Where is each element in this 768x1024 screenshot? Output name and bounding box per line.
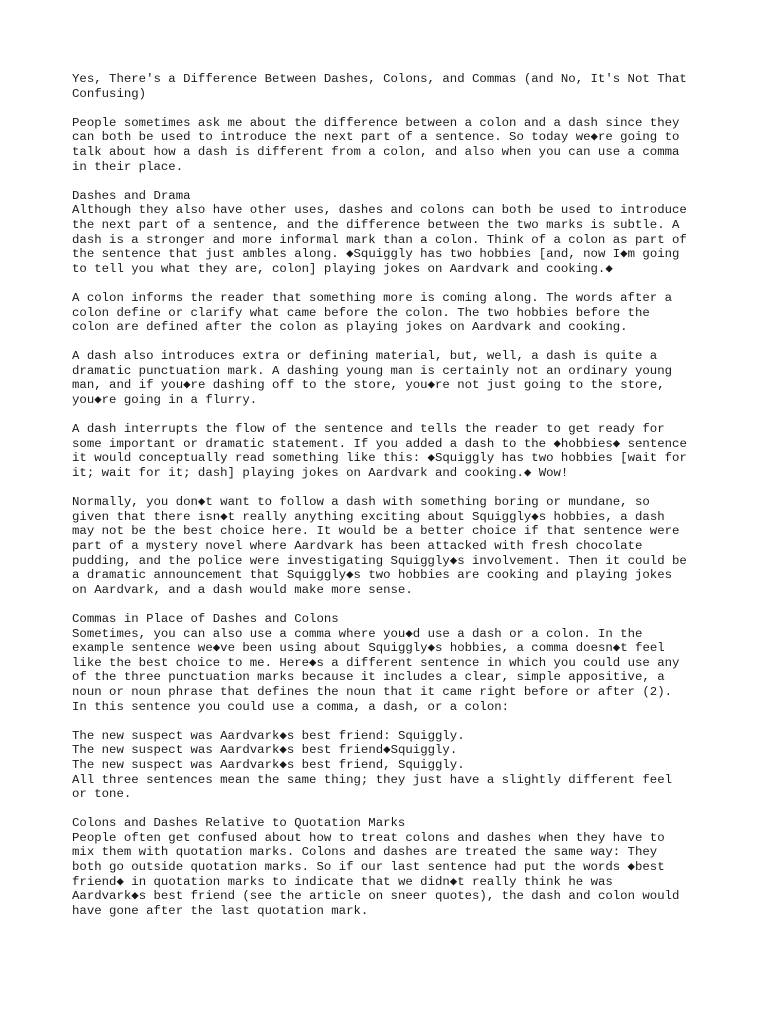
title-line: Confusing) [72,86,147,101]
section-block [72,612,712,714]
text-line: have gone after the last quotation mark. [72,903,369,918]
text-line: man, and if you◆re dashing off to the store, you◆re not just going to the store, [72,378,665,393]
text-line: A dash interrupts the flow of the sentence and tells the reader to get ready for [72,422,665,437]
text-line: Aardvark◆s best friend (see the article on sneer quotes), the dash and colon would [72,889,680,904]
paragraph-gap [72,597,712,612]
text-line: The new suspect was Aardvark◆s best friend◆Squiggly. [72,743,458,758]
text-line: may not be the best choice here. It would be a better choice if that sentence were [72,524,680,539]
text-line: some important or dramatic statement. If you added a dash to the ◆hobbies◆ sentence [72,436,687,451]
text-line: in their place. [72,159,184,174]
text-line: like the best choice to me. Here◆s a different sentence in which you could use any [72,655,680,670]
text-line: noun or noun phrase that defines the noun that it came right before or after (2). [72,684,673,699]
text-line: In this sentence you could use a comma, a dash, or a colon: [72,699,510,714]
paragraph-gap [72,408,712,423]
text-line: The new suspect was Aardvark◆s best friend, Squiggly. [72,757,465,772]
text-line: People often get confused about how to treat colons and dashes when they have to [72,830,665,845]
text-line: to tell you what they are, colon] playing jokes on Aardvark and cooking.◆ [72,261,613,276]
section-block [72,189,712,277]
paragraph [72,349,712,407]
text-line: it would conceptually read something like this: ◆Squiggly has two hobbies [wait for [72,451,687,466]
text-line: the next part of a sentence, and the difference between the two marks is subtle. A [72,217,680,232]
text-line: it; wait for it; dash] playing jokes on Aardvark and cooking.◆ Wow! [72,466,569,481]
document-page [72,72,712,918]
paragraph-gap [72,335,712,350]
text-line: part of a mystery novel where Aardvark has been attacked with fresh chocolate [72,539,643,553]
text-line: the sentence that just ambles along. ◆Squiggly has two hobbies [and, now I◆m going [72,247,680,262]
text-line: of the three punctuation marks because it includes a clear, simple appositive, a [72,670,665,685]
text-line: dash is a stronger and more informal mark than a colon. Think of a colon as part of [72,232,687,247]
paragraph [72,116,712,174]
paragraph-gap [72,714,712,729]
section-heading: Dashes and Drama [72,188,191,203]
document-body [72,72,712,918]
section-heading: Commas in Place of Dashes and Colons [72,611,339,626]
paragraph-gap [72,101,712,116]
text-line: mix them with quotation marks. Colons and dashes are treated the same way: They [72,845,658,860]
text-line: The new suspect was Aardvark◆s best friend: Squiggly. [72,728,465,743]
paragraph [72,495,712,597]
text-line: Sometimes, you can also use a comma where you◆d use a dash or a colon. In the [72,626,643,641]
paragraph [72,291,712,335]
text-line: dramatic punctuation mark. A dashing young man is certainly not an ordinary young [72,363,673,378]
paragraph-gap [72,276,712,291]
text-line: People sometimes ask me about the difference between a colon and a dash since they [72,115,680,130]
text-line: you◆re going in a flurry. [72,393,258,408]
paragraph [72,729,712,802]
text-line: A colon informs the reader that something more is coming along. The words after a [72,290,673,305]
title-line: Yes, There's a Difference Between Dashes, Colons, and Commas (and No, It's Not That [72,72,687,86]
text-line: talk about how a dash is different from a colon, and also when you can use a comma [72,144,680,159]
section-block [72,816,712,918]
text-line: friend◆ in quotation marks to indicate that we didn◆t really think he was [72,874,613,889]
text-line: A dash also introduces extra or defining material, but, well, a dash is quite a [72,349,658,364]
text-line: pudding, and the police were investigating Squiggly◆s involvement. Then it could be [72,553,687,568]
paragraph [72,422,712,480]
paragraph-gap [72,174,712,189]
text-line: Although they also have other uses, dashes and colons can both be used to introduce [72,203,687,218]
text-line: or tone. [72,787,132,802]
text-line: All three sentences mean the same thing; they just have a slightly different feel [72,772,673,787]
text-line: example sentence we◆ve been using about Squiggly◆s hobbies, a comma doesn◆t feel [72,641,665,656]
text-line: given that there isn◆t really anything exciting about Squiggly◆s hobbies, a dash [72,509,665,524]
section-heading: Colons and Dashes Relative to Quotation Marks [72,816,406,831]
text-line: both go outside quotation marks. So if our last sentence had put the words ◆best [72,860,665,875]
text-line: colon define or clarify what came before the colon. The two hobbies before the [72,305,650,320]
text-line: can both be used to introduce the next part of a sentence. So today we◆re going to [72,130,680,145]
text-line: on Aardvark, and a dash would make more sense. [72,582,413,597]
text-line: colon are defined after the colon as playing jokes on Aardvark and cooking. [72,320,628,335]
text-line: a dramatic announcement that Squiggly◆s two hobbies are cooking and playing jokes [72,568,673,583]
paragraph-gap [72,481,712,496]
paragraph-gap [72,802,712,817]
text-line: Normally, you don◆t want to follow a dash with something boring or mundane, so [72,495,650,510]
document-title [72,72,712,101]
